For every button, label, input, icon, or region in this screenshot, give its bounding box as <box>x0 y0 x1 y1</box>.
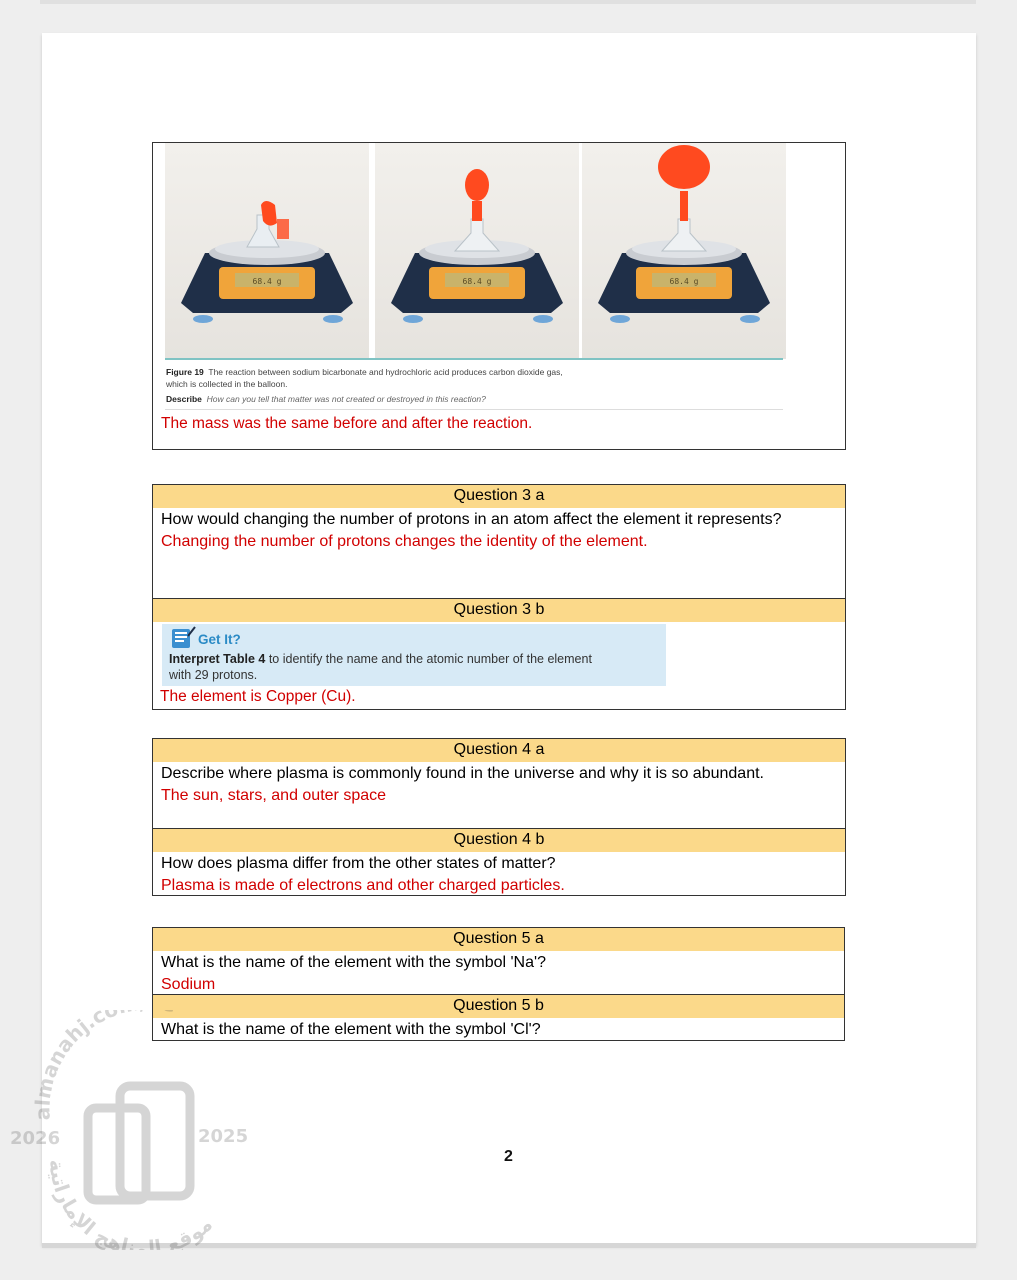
question-4a-answer: The sun, stars, and outer space <box>161 787 387 804</box>
question-4a-text: Describe where plasma is commonly found in the universe and why it is so abundant. <box>161 765 764 782</box>
get-it-line-2: with 29 protons. <box>169 668 258 682</box>
svg-text:موقع المناهج الإماراتية: موقع المناهج الإماراتية <box>44 1158 217 1250</box>
notebook-icon <box>170 626 196 650</box>
question-5a-answer: Sodium <box>161 976 216 993</box>
question-4b-text: How does plasma differ from the other states of matter? <box>161 855 556 872</box>
svg-text:almanahj.com/ae: almanahj.c <box>30 1010 110 1121</box>
caption-rule <box>165 358 783 360</box>
question-3b-answer: The element is Copper (Cu). <box>160 688 356 705</box>
watermark <box>10 1010 280 1250</box>
figure-label: Figure 19 <box>166 367 204 377</box>
question-3a-body <box>152 508 846 599</box>
question-4b-header: Question 4 b <box>152 828 846 853</box>
photo-during-reaction <box>375 143 579 359</box>
caption-line-1: The reaction between sodium bicarbonate and hydrochloric acid produces carbon dioxide gas, <box>208 367 563 377</box>
top-edge <box>40 0 976 4</box>
svg-text:2025: 2025 <box>198 1126 249 1147</box>
question-3a-header: Question 3 a <box>152 484 846 509</box>
question-4a-header: Question 4 a <box>152 738 846 763</box>
caption-line-2: which is collected in the balloon. <box>166 379 288 389</box>
figure-box <box>152 142 846 450</box>
svg-text:68.4 g: 68.4 g <box>669 277 699 286</box>
svg-text:68.4 g: 68.4 g <box>462 277 492 286</box>
scale-illustration <box>582 143 786 359</box>
question-5a-text: What is the name of the element with the symbol 'Na'? <box>161 954 546 971</box>
photo-before-reaction <box>165 143 369 359</box>
figure-caption <box>166 366 786 390</box>
question-4a-body <box>152 762 846 829</box>
get-it-bold: Interpret Table 4 <box>169 652 266 666</box>
watermark-logo <box>10 1010 280 1250</box>
figure-answer: The mass was the same before and after the reaction. <box>161 415 533 432</box>
svg-text:2026: 2026 <box>10 1128 61 1149</box>
question-5b-text: What is the name of the element with the symbol 'Cl'? <box>161 1021 541 1038</box>
caption-divider <box>165 409 783 410</box>
question-4b-answer: Plasma is made of electrons and other charged particles. <box>161 877 565 894</box>
describe-label: Describe <box>166 394 202 404</box>
photo-after-reaction <box>582 143 786 359</box>
svg-text:68.4 g: 68.4 g <box>252 277 282 286</box>
get-it-text <box>169 651 659 683</box>
page-number: 2 <box>504 1148 513 1165</box>
scale-illustration <box>165 143 369 359</box>
get-it-line-1: to identify the name and the atomic number of the element <box>268 652 592 666</box>
question-5a-header: Question 5 a <box>152 927 845 952</box>
question-3a-answer: Changing the number of protons changes the identity of the element. <box>161 533 648 550</box>
question-5a-body <box>152 951 845 995</box>
get-it-title: Get It? <box>198 632 241 647</box>
get-it-box <box>162 624 666 686</box>
scale-illustration <box>375 143 579 359</box>
question-3a-text: How would changing the number of protons in an atom affect the element it represents? <box>161 511 782 528</box>
question-5b-header: Question 5 b <box>152 994 845 1019</box>
question-3b-header: Question 3 b <box>152 598 846 623</box>
describe-question: How can you tell that matter was not created or destroyed in this reaction? <box>206 394 486 404</box>
describe-prompt <box>166 394 486 404</box>
question-4b-body <box>152 852 846 896</box>
